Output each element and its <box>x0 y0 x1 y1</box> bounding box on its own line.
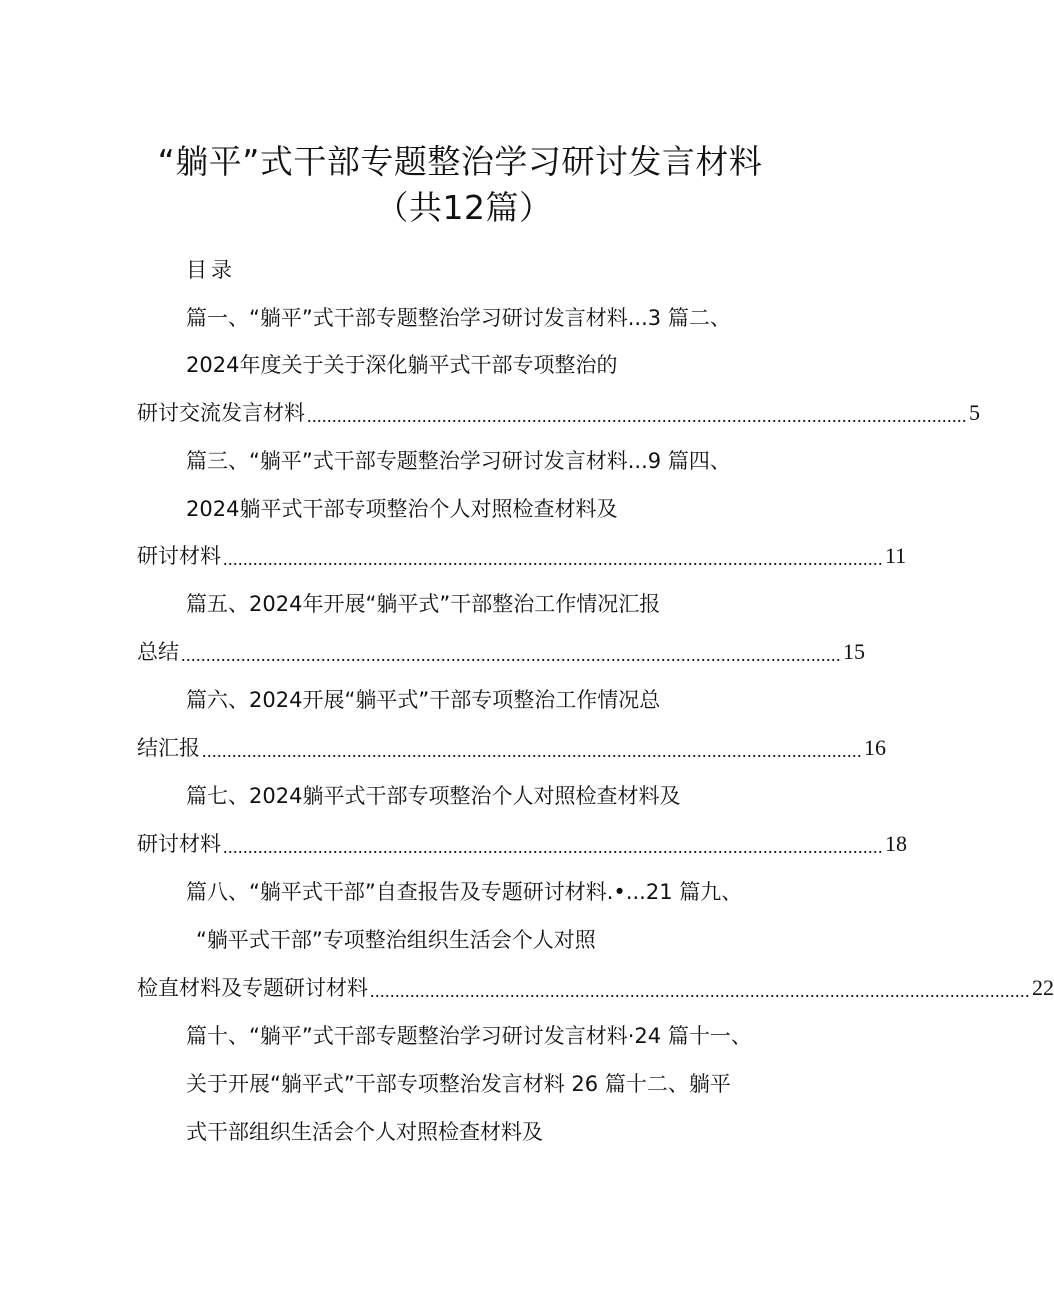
toc-line: 关于开展“躺平式”干部专项整治发言材料 26 篇十二、躺平 <box>186 1072 731 1096</box>
toc-line: 篇五、2024年开展“躺平式”干部整治工作情况汇报 <box>186 592 661 616</box>
toc-page-number: 15 <box>843 639 865 664</box>
toc-leader-dots: .................................................................................................................................... <box>223 837 883 857</box>
toc-entry-with-page[interactable] <box>137 637 865 667</box>
toc-page-number: 16 <box>864 735 886 760</box>
toc-line: 篇八、“躺平式干部”自查报告及专题研讨材料.•...21 篇九、 <box>186 880 743 904</box>
toc-line: 篇三、“躺平”式干部专题整治学习研讨发言材料...9 篇四、 <box>186 449 731 473</box>
toc-leader-dots: .................................................................................................................................... <box>223 549 883 569</box>
toc-entry-text: 检直材料及专题研讨材料 <box>137 976 368 1000</box>
toc-line: 篇七、2024躺平式干部专项整治个人对照检查材料及 <box>186 784 681 808</box>
toc-entry-with-page[interactable] <box>137 829 907 859</box>
toc-line: 篇六、2024开展“躺平式”干部专项整治工作情况总 <box>186 688 661 712</box>
toc-entry-with-page[interactable] <box>137 398 980 428</box>
toc-entry-with-page[interactable] <box>137 733 886 763</box>
toc-entry-text: 总结 <box>137 640 179 664</box>
toc-line: “躺平式干部”专项整治组织生活会个人对照 <box>196 928 596 952</box>
toc-leader-dots: .................................................................................................................................... <box>307 406 967 426</box>
document-title: “躺平”式干部专题整治学习研讨发言材料 <box>157 142 763 181</box>
toc-entry-text: 研讨材料 <box>137 832 221 856</box>
toc-page-number: 22 <box>1032 975 1054 1000</box>
document-subtitle: （共12篇） <box>375 188 553 227</box>
toc-line: 2024躺平式干部专项整治个人对照检查材料及 <box>186 497 618 521</box>
toc-line: 2024年度关于关于深化躺平式干部专项整治的 <box>186 353 618 377</box>
toc-leader-dots: .................................................................................................................................... <box>370 981 1030 1001</box>
toc-entry-with-page[interactable] <box>137 541 907 571</box>
toc-entry-text: 研讨交流发言材料 <box>137 401 305 425</box>
toc-page-number: 11 <box>885 543 907 568</box>
toc-leader-dots: .................................................................................................................................... <box>181 645 841 665</box>
toc-leader-dots: .................................................................................................................................... <box>202 741 862 761</box>
toc-page-number: 18 <box>885 831 907 856</box>
toc-entry-with-page[interactable] <box>137 973 1054 1003</box>
toc-page-number: 5 <box>969 400 980 425</box>
toc-heading: 目录 <box>186 258 236 282</box>
toc-entry-text: 研讨材料 <box>137 544 221 568</box>
toc-line: 篇十、“躺平”式干部专题整治学习研讨发言材料·24 篇十一、 <box>186 1024 752 1048</box>
toc-line: 篇一、“躺平”式干部专题整治学习研讨发言材料...3 篇二、 <box>186 306 731 330</box>
toc-entry-text: 结汇报 <box>137 736 200 760</box>
toc-line: 式干部组织生活会个人对照检查材料及 <box>186 1120 543 1144</box>
